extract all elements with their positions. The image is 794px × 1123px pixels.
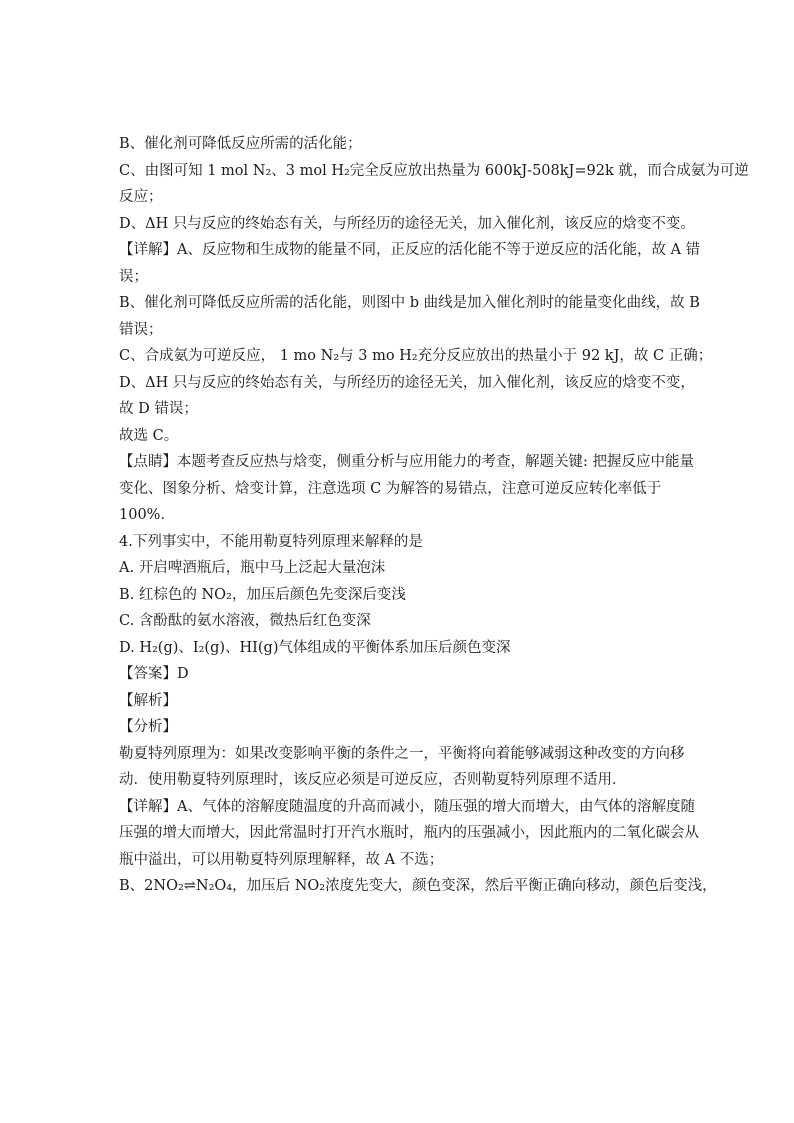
text-line: 压强的增大而增大，因此常温时打开汽水瓶时，瓶内的压强减小，因此瓶内的二氧化碳会从 xyxy=(119,825,699,841)
text-line: B、催化剂可降低反应所需的活化能； xyxy=(119,136,362,152)
text-line: 【解析】 xyxy=(119,692,177,709)
text-line: D、ΔH 只与反应的终始态有关，与所经历的途径无关，加入催化剂，该反应的焓变不变。 xyxy=(119,215,695,232)
text-line: B、2NO₂⇌N₂O₄，加压后 NO₂浓度先变大，颜色变深，然后平衡正确向移动，颜色后变浅， xyxy=(119,878,717,894)
text-line: 【详解】A、反应物和生成物的能量不同，正反应的活化能不等于逆反应的活化能，故 A 错 xyxy=(119,242,701,258)
text-line: 错误； xyxy=(119,321,163,338)
text-line: 反应； xyxy=(119,189,163,205)
text-line: 瓶中溢出，可以用勒夏特列原理解释，故 A 不选； xyxy=(119,851,444,868)
text-line: B. 红棕色的 NO₂，加压后颜色先变深后变浅 xyxy=(119,586,406,603)
text-line: C、由图可知 1 mol N₂、3 mol H₂完全反应放出热量为 600kJ-508kJ=92k 就，而合成氨为可逆 xyxy=(119,162,749,179)
text-line: 勒夏特列原理为：如果改变影响平衡的条件之一，平衡将向着能够减弱这种改变的方向移 xyxy=(119,745,685,762)
text-line: 【点睛】本题考查反应热与焓变，侧重分析与应用能力的考查，解题关键: 把握反应中能量 xyxy=(119,454,694,470)
text-line: 4.下列事实中，不能用勒夏特列原理来解释的是 xyxy=(119,533,423,550)
text-line: 变化、图象分析、焓变计算，注意选项 C 为解答的易错点，注意可逆反应转化率低于 xyxy=(119,480,662,497)
text-line: C. 含酚酞的氨水溶液，微热后红色变深 xyxy=(119,613,371,629)
text-line: A. 开启啤酒瓶后，瓶中马上泛起大量泡沫 xyxy=(119,560,386,576)
text-line: 【答案】D xyxy=(119,666,189,682)
text-line: 【分析】 xyxy=(119,719,177,735)
text-line: D、ΔH 只与反应的终始态有关，与所经历的途径无关，加入催化剂，该反应的焓变不变， xyxy=(119,374,695,391)
text-line: C、合成氨为可逆反应， 1 mo N₂与 3 mo H₂充分反应放出的热量小于 92 kJ，故 C 正确； xyxy=(119,348,713,364)
text-line: D. H₂(g)、I₂(g)、HI(g)气体组成的平衡体系加压后颜色变深 xyxy=(119,639,511,656)
text-line: 100%． xyxy=(119,507,175,523)
text-line: 【详解】A、气体的溶解度随温度的升高而减小，随压强的增大而增大，由气体的溶解度随 xyxy=(119,798,695,815)
text-line: 动．使用勒夏特列原理时，该反应必须是可逆反应，否则勒夏特列原理不适用． xyxy=(119,772,627,788)
document-body xyxy=(119,131,749,900)
text-line: 误； xyxy=(119,268,148,285)
text-line: 故选 C。 xyxy=(119,427,179,444)
text-line: B、催化剂可降低反应所需的活化能，则图中 b 曲线是加入催化剂时的能量变化曲线，故 B xyxy=(119,295,700,311)
text-line: 故 D 错误； xyxy=(119,401,198,417)
